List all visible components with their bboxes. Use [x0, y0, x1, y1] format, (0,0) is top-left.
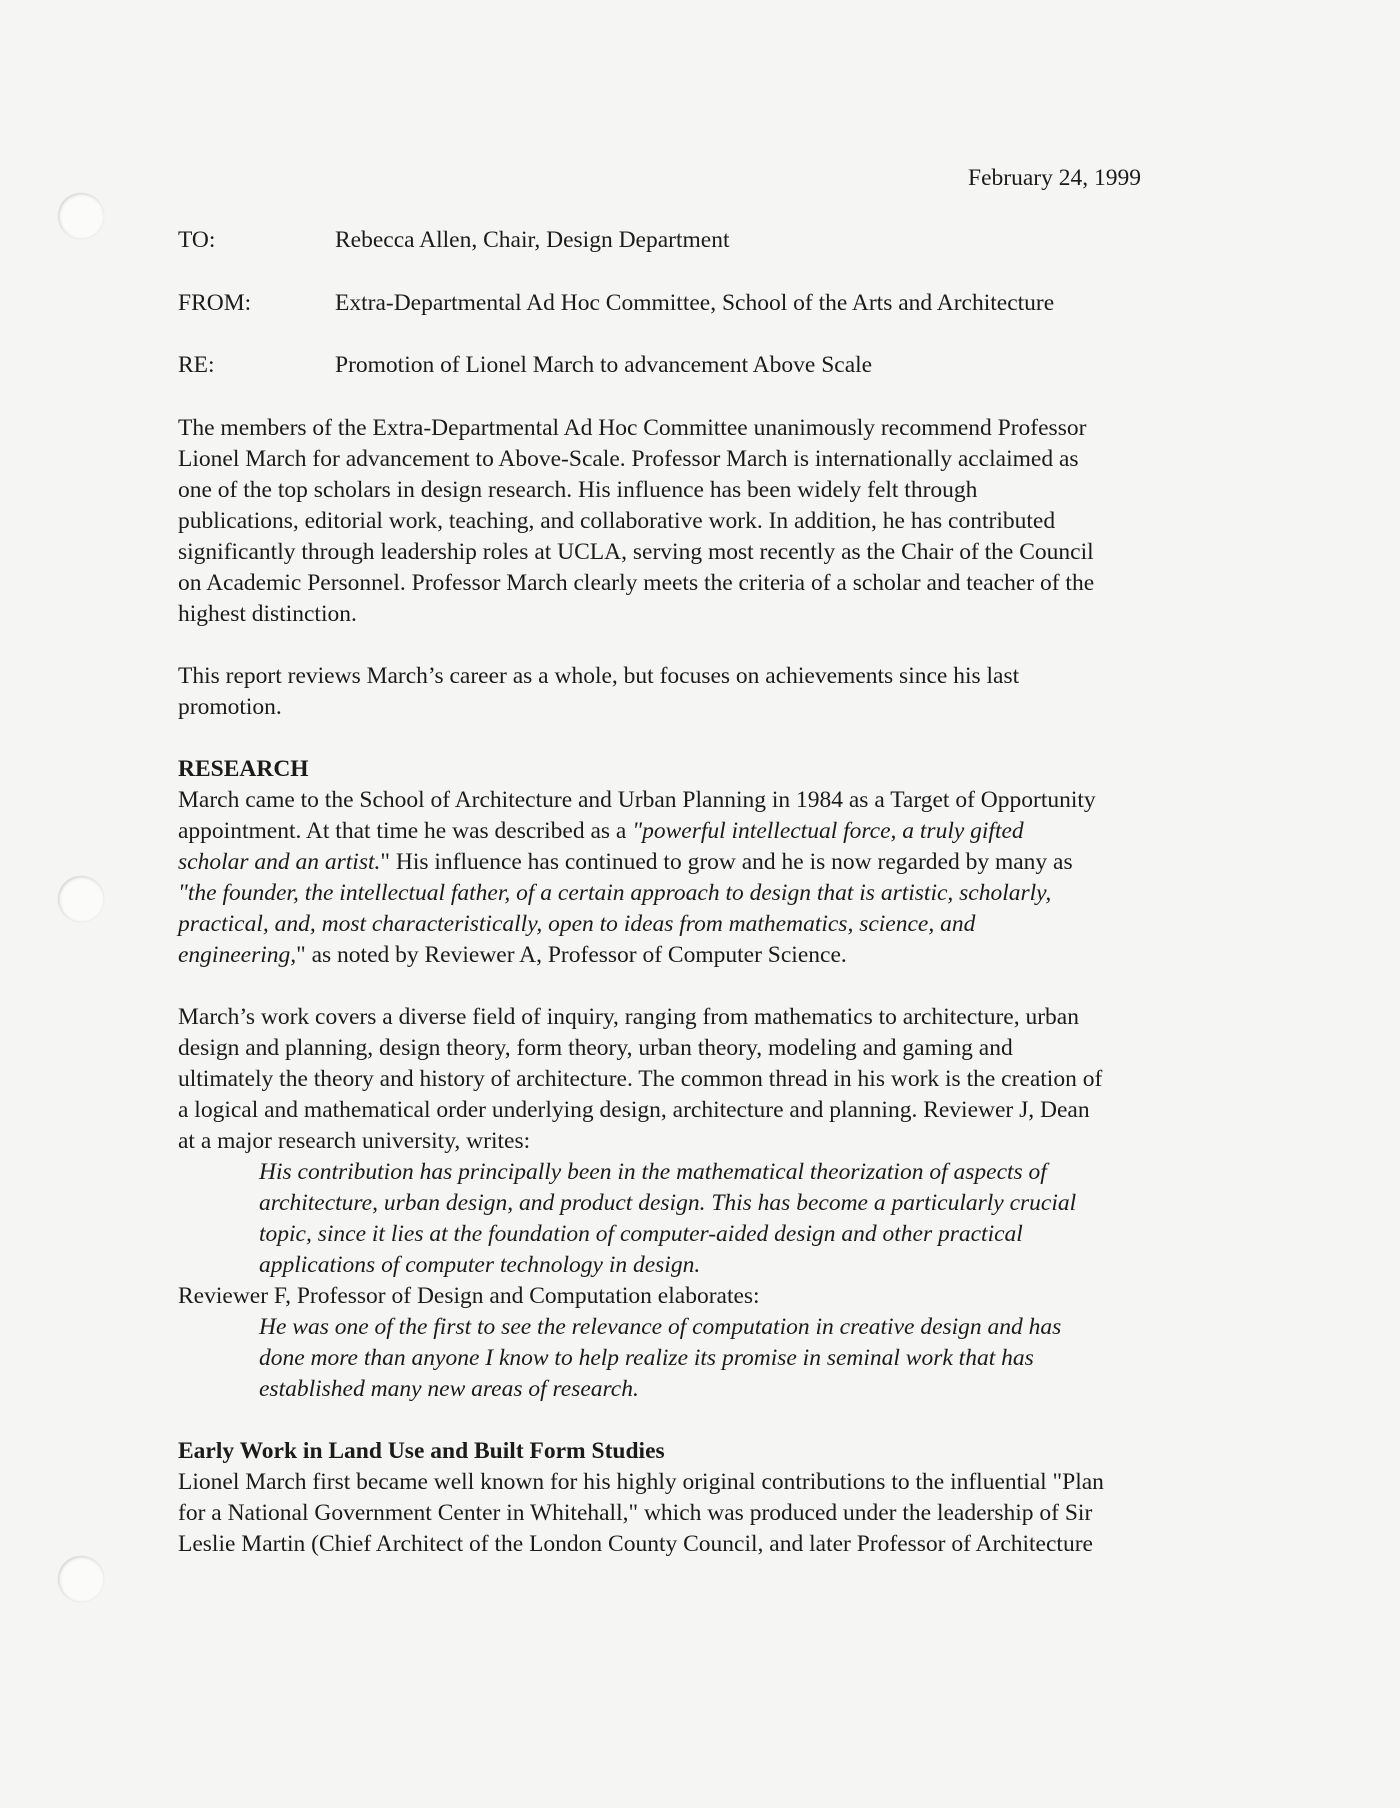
quotation-span: practical, and, most characteristically, open to ideas from mathematics, science, and [178, 911, 976, 937]
text-line: highest distinction. [178, 601, 357, 627]
punch-hole [58, 1556, 104, 1602]
quote-line: He was one of the first to see the relevance of computation in creative design and has [259, 1314, 1062, 1340]
quote-line: applications of computer technology in design. [259, 1252, 701, 1278]
re-value: Promotion of Lionel March to advancement Above Scale [335, 352, 873, 378]
punch-hole [58, 876, 104, 922]
text-line: Lionel March first became well known for his highly original contributions to the influential "Plan [178, 1469, 1104, 1495]
text-line: March’s work covers a diverse field of inquiry, ranging from mathematics to architecture, urban [178, 1004, 1079, 1030]
text-line: a logical and mathematical order underlying design, architecture and planning. Reviewer J, Dean [178, 1097, 1090, 1123]
text-line: Lionel March for advancement to Above-Scale. Professor March is internationally acclaimed as [178, 446, 1079, 472]
text-span: " as noted by Reviewer A, Professor of Computer Science. [296, 942, 847, 968]
text-line [178, 816, 1226, 847]
to-label: TO: [178, 227, 216, 253]
quotation-span: "the founder, the intellectual father, of a certain approach to design that is artistic, scholarly, [178, 880, 1052, 906]
punch-hole [58, 193, 104, 239]
memo-date: February 24, 1999 [968, 165, 1141, 191]
text-line [178, 878, 1226, 909]
text-line: promotion. [178, 694, 282, 720]
research-paragraph-2 [178, 1002, 1226, 1157]
text-line: design and planning, design theory, form theory, urban theory, modeling and gaming and [178, 1035, 1013, 1061]
text-span: " His influence has continued to grow and he is now regarded by many as [380, 849, 1073, 875]
memo-re-line [178, 350, 1228, 381]
text-span: appointment. At that time he was described as a [178, 818, 633, 844]
memo-to-line [178, 225, 1228, 256]
text-line: The members of the Extra-Departmental Ad Hoc Committee unanimously recommend Professor [178, 415, 1087, 441]
to-value: Rebecca Allen, Chair, Design Department [335, 227, 730, 253]
text-line: This report reviews March’s career as a whole, but focuses on achievements since his last [178, 663, 1020, 689]
text-line: significantly through leadership roles at UCLA, serving most recently as the Chair of the Council [178, 539, 1094, 565]
quote-line: architecture, urban design, and product design. This has become a particularly crucial [259, 1190, 1077, 1216]
quote-line: done more than anyone I know to help realize its promise in seminal work that has [259, 1345, 1034, 1371]
section-heading-early-work: Early Work in Land Use and Built Form Studies [178, 1438, 665, 1464]
text-line: one of the top scholars in design research. His influence has been widely felt through [178, 477, 978, 503]
text-line [178, 909, 1226, 940]
quotation-span: "powerful intellectual force, a truly gifted [632, 818, 1024, 844]
quotation-span: scholar and an artist. [178, 849, 381, 875]
text-line: on Academic Personnel. Professor March clearly meets the criteria of a scholar and teacher of the [178, 570, 1095, 596]
block-quote-reviewer-j [178, 1157, 1226, 1281]
text-line: ultimately the theory and history of architecture. The common thread in his work is the creation of [178, 1066, 1103, 1092]
overview-paragraph [178, 661, 1226, 723]
research-paragraph-1 [178, 785, 1226, 971]
intro-paragraph [178, 413, 1226, 630]
text-line: March came to the School of Architecture and Urban Planning in 1984 as a Target of Opportunity [178, 787, 1096, 813]
quote-line: topic, since it lies at the foundation of computer-aided design and other practical [259, 1221, 1023, 1247]
from-value: Extra-Departmental Ad Hoc Committee, School of the Arts and Architecture [335, 290, 1055, 316]
text-line: publications, editorial work, teaching, and collaborative work. In addition, he has contributed [178, 508, 1056, 534]
text-line [178, 847, 1226, 878]
text-line [178, 940, 1226, 971]
text-line: at a major research university, writes: [178, 1128, 531, 1154]
from-label: FROM: [178, 290, 252, 316]
re-label: RE: [178, 352, 215, 378]
block-quote-reviewer-f [178, 1312, 1226, 1405]
memo-from-line [178, 288, 1228, 319]
text-line: Leslie Martin (Chief Architect of the London County Council, and later Professor of Architecture [178, 1531, 1093, 1557]
reviewer-f-intro: Reviewer F, Professor of Design and Computation elaborates: [178, 1283, 760, 1309]
memo-body [178, 413, 1226, 1560]
text-line: for a National Government Center in Whitehall," which was produced under the leadership of Sir [178, 1500, 1093, 1526]
quotation-span: engineering, [178, 942, 297, 968]
quote-line: His contribution has principally been in the mathematical theorization of aspects of [259, 1159, 1047, 1185]
quote-line: established many new areas of research. [259, 1376, 639, 1402]
section-heading-research: RESEARCH [178, 756, 309, 782]
early-work-paragraph [178, 1467, 1226, 1560]
